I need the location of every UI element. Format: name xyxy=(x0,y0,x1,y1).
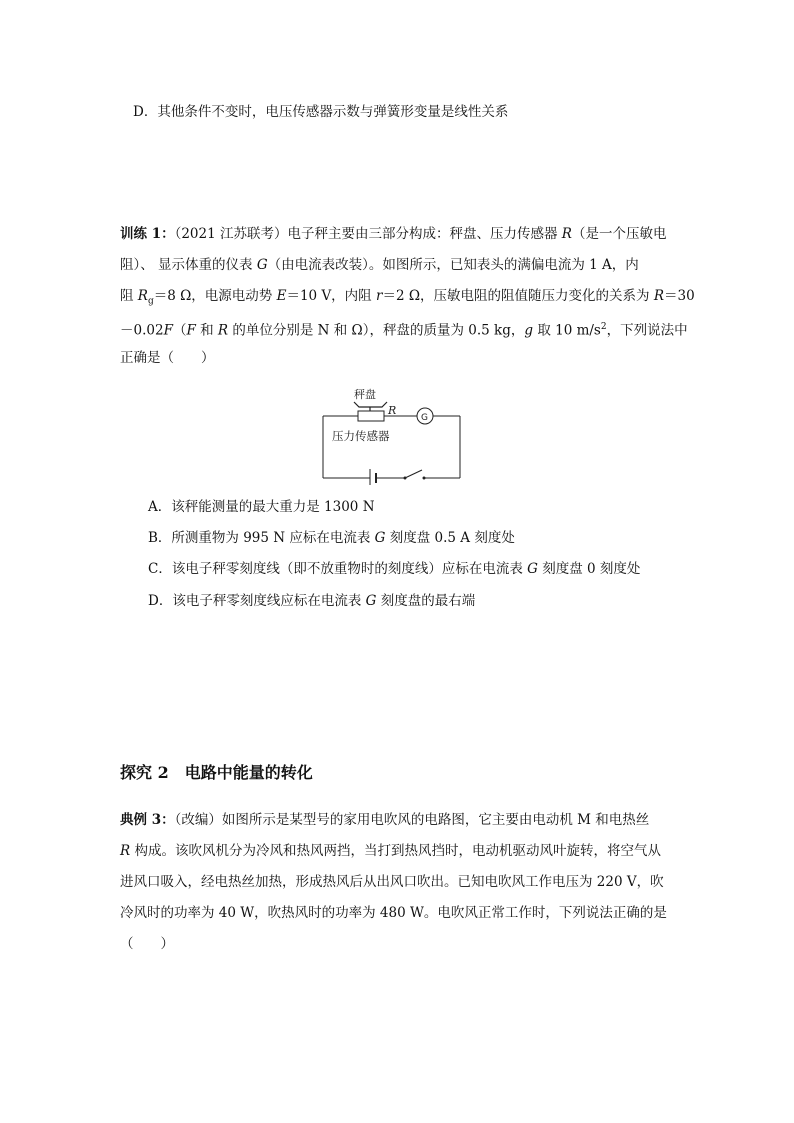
prev-option-d: D．其他条件不变时，电压传感器示数与弹簧形变量是线性关系 xyxy=(133,104,509,120)
text: （ xyxy=(172,322,187,339)
example3-line5: （ ） xyxy=(120,936,174,952)
subscript: g xyxy=(147,296,154,307)
training1-source: （2021 江苏联考） xyxy=(174,226,288,242)
var-g: G xyxy=(365,593,377,609)
var-r: R xyxy=(653,288,664,304)
text: ＝8 Ω，电源电动势 xyxy=(153,288,277,304)
example3-label: 典例 3： xyxy=(120,812,175,828)
text: 阻）、 显示体重的仪表 xyxy=(120,257,257,273)
r-label: R xyxy=(388,404,397,417)
text: 电子秤主要由三部分构成：秤盘、压力传感器 xyxy=(287,226,562,242)
example3-line2 xyxy=(120,841,680,861)
text: D．该电子秤零刻度线应标在电流表 xyxy=(148,593,366,609)
switch-icon xyxy=(405,470,422,478)
sensor-label: 压力传感器 xyxy=(332,429,390,443)
var-r: R xyxy=(120,843,131,859)
training1-line4 xyxy=(120,317,688,341)
var-f: F xyxy=(186,322,196,339)
superscript: 2 xyxy=(600,322,607,332)
training1-line2 xyxy=(120,255,680,275)
example3-line3: 进风口吸入，经电热丝加热，形成热风后从出风口吹出。已知电吹风工作电压为 220 V，吹 xyxy=(120,874,664,890)
text: 构成。该吹风机分为冷风和热风两挡，当打到热风挡时，电动机驱动风叶旋转，将空气从 xyxy=(130,843,661,859)
var-f: F xyxy=(163,322,173,339)
var-g: G xyxy=(374,530,386,546)
training1-line1 xyxy=(120,224,680,244)
example3-line1 xyxy=(120,810,680,830)
text: （由电流表改装）。如图所示，已知表头的满偏电流为 1 A，内 xyxy=(267,257,639,273)
scale-pan-icon xyxy=(354,402,387,407)
text: （是一个压敏电 xyxy=(571,226,667,242)
text: 取 10 m/s xyxy=(533,322,601,339)
circuit-figure xyxy=(318,385,468,485)
text: 刻度盘 0.5 A 刻度处 xyxy=(385,530,515,546)
var-g: G xyxy=(256,257,268,273)
var-g-small: g xyxy=(524,322,534,339)
training1-line3 xyxy=(120,286,695,312)
sensor-resistor-icon xyxy=(358,411,384,421)
example3-line4: 冷风时的功率为 40 W，吹热风时的功率为 480 W。电吹风正常工作时，下列说法正确的是 xyxy=(120,905,667,921)
text: ，下列说法中 xyxy=(606,322,688,339)
text: 刻度盘 0 刻度处 xyxy=(537,561,641,577)
var-g: G xyxy=(527,561,538,577)
text: ＝2 Ω，压敏电阻的阻值随压力变化的关系为 xyxy=(382,288,654,304)
var-r: R xyxy=(217,322,229,339)
training1-line5: 正确是（ ） xyxy=(120,350,215,366)
text: C．该电子秤零刻度线（即不放重物时的刻度线）应标在电流表 xyxy=(148,561,528,577)
text: 的单位分别是 N 和 Ω），秤盘的质量为 0.5 kg， xyxy=(228,322,525,339)
var-rg: R xyxy=(137,288,148,304)
text: 阻 xyxy=(120,288,138,304)
var-e: E xyxy=(276,288,287,304)
pan-label: 秤盘 xyxy=(354,388,376,401)
text: ＝10 V，内阻 xyxy=(286,288,376,304)
section-heading: 探究 2 电路中能量的转化 xyxy=(120,763,313,782)
g-label: G xyxy=(421,413,428,423)
option-a: A．该秤能测量的最大重力是 1300 N xyxy=(148,499,375,515)
option-d xyxy=(148,591,475,611)
text: B．所测重物为 995 N 应标在电流表 xyxy=(148,530,375,546)
training1-label: 训练 1： xyxy=(120,226,175,242)
text: ＝30 xyxy=(664,288,695,304)
text: （改编）如图所示是某型号的家用电吹风的电路图，它主要由电动机 M 和电热丝 xyxy=(174,812,650,828)
var-r-small: r xyxy=(375,288,383,304)
option-b xyxy=(148,528,515,548)
text: 刻度盘的最右端 xyxy=(376,593,476,609)
option-c xyxy=(148,559,640,579)
var-r: R xyxy=(561,226,572,242)
text: 和 xyxy=(195,322,218,339)
text: －0.02 xyxy=(120,322,164,339)
